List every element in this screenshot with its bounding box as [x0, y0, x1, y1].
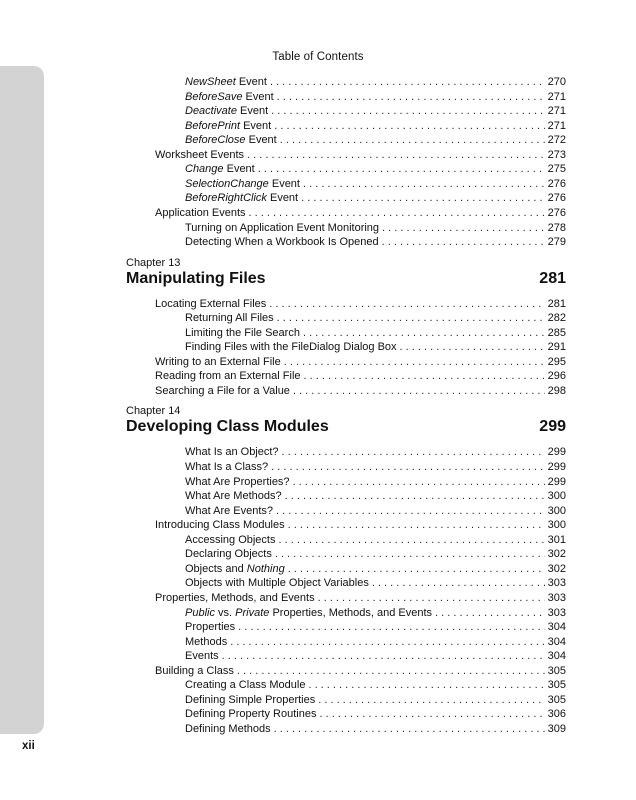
- toc-entry-title: [185, 708, 319, 720]
- toc-entry-title: [155, 519, 288, 531]
- running-head: Table of Contents: [272, 51, 364, 63]
- toc-entry-title: [185, 446, 282, 458]
- toc-entry[interactable]: [185, 120, 566, 134]
- leader-dots: [293, 476, 545, 488]
- leader-dots: [435, 607, 545, 619]
- title-text: Defining Simple Properties: [185, 693, 316, 706]
- leader-dots: [288, 519, 545, 531]
- toc-entry[interactable]: [185, 76, 566, 90]
- toc-entry-page: 300: [547, 504, 566, 517]
- emphasis-text: BeforeRightClick: [185, 192, 267, 205]
- title-text: Event: [236, 105, 269, 118]
- toc-entry-title: [185, 548, 275, 560]
- leader-dots: [318, 694, 544, 706]
- emphasis-text: NewSheet: [185, 76, 236, 88]
- toc-entry-page: 305: [547, 693, 566, 706]
- toc-entry-title: [185, 723, 274, 735]
- title-text: Defining Methods: [185, 722, 271, 735]
- toc-entry-title: [185, 694, 318, 706]
- toc-entry-page: 276: [547, 177, 566, 190]
- title-text: Turning on Application Event Monitoring: [185, 221, 380, 234]
- title-text: Events: [185, 650, 219, 663]
- leader-dots: [284, 356, 545, 368]
- leader-dots: [247, 149, 545, 161]
- page-side-tab: [0, 66, 44, 734]
- toc-entry-title: [155, 385, 293, 397]
- toc-entry-title: [185, 105, 271, 117]
- chapter-page: 281: [539, 269, 566, 287]
- leader-dots: [288, 563, 545, 575]
- toc-entry-page: 304: [547, 635, 566, 648]
- toc-entry-page: 302: [547, 548, 566, 561]
- toc-entry-title: [185, 476, 293, 488]
- toc-entry-page: 272: [547, 134, 566, 147]
- toc-entry[interactable]: [185, 679, 566, 693]
- emphasis-text: Public: [185, 606, 215, 619]
- toc-entry-title: [185, 163, 258, 175]
- toc-entry-page: 285: [547, 326, 566, 339]
- emphasis-text: Nothing: [246, 562, 285, 575]
- title-text: Writing to an External File: [155, 355, 281, 368]
- toc-entry[interactable]: [185, 327, 566, 341]
- title-text: Event: [223, 163, 255, 176]
- toc-entry[interactable]: [155, 519, 566, 533]
- toc-entry-title: [185, 461, 271, 473]
- title-text: Limiting the File Search: [185, 326, 300, 339]
- toc-entry[interactable]: [185, 134, 566, 148]
- title-text: Locating External Files: [155, 297, 267, 310]
- toc-entry-title: [185, 563, 288, 575]
- title-text: Accessing Objects: [185, 533, 276, 546]
- toc-entry-page: 276: [547, 206, 566, 219]
- toc-entry[interactable]: [155, 356, 566, 370]
- leader-dots: [303, 178, 545, 190]
- leader-dots: [282, 446, 545, 458]
- toc-entry-page: 304: [547, 621, 566, 634]
- toc-entry-page: 298: [547, 384, 566, 397]
- toc-entry-page: 270: [547, 76, 566, 88]
- toc-entry-title: [155, 356, 284, 368]
- toc-entry[interactable]: [155, 385, 566, 399]
- toc-entry-page: 282: [547, 312, 566, 325]
- emphasis-text: Deactivate: [185, 105, 237, 118]
- title-text: What Are Methods?: [185, 490, 282, 503]
- title-text: vs.: [214, 606, 236, 619]
- toc-entry-page: 303: [547, 606, 566, 619]
- toc-entry-title: [185, 134, 280, 146]
- toc-entry-title: [185, 178, 303, 190]
- toc-entry[interactable]: [185, 91, 566, 105]
- toc-entry[interactable]: [155, 298, 566, 312]
- title-text: Searching a File for a Value: [155, 384, 290, 397]
- toc-entry[interactable]: [185, 461, 566, 475]
- toc-entry[interactable]: [185, 708, 566, 722]
- title-text: Reading from an External File: [155, 370, 301, 383]
- toc-entry-title: [185, 120, 274, 132]
- toc-entry[interactable]: [155, 592, 566, 606]
- toc-entry-title: [185, 327, 303, 339]
- toc-entry[interactable]: [155, 207, 566, 221]
- leader-dots: [319, 708, 544, 720]
- toc-entry[interactable]: [185, 178, 566, 192]
- leader-dots: [280, 134, 545, 146]
- toc-entry-page: 301: [547, 533, 566, 546]
- leader-dots: [304, 370, 545, 382]
- title-text: Defining Property Routines: [185, 708, 317, 721]
- toc-entry-page: 302: [547, 562, 566, 575]
- toc-entry[interactable]: [185, 577, 566, 591]
- leader-dots: [301, 192, 545, 204]
- leader-dots: [271, 105, 544, 117]
- leader-dots: [270, 76, 545, 88]
- toc-entry-page: 299: [547, 461, 566, 473]
- chapter-label: Chapter 13: [126, 256, 181, 269]
- toc-entry[interactable]: [185, 490, 566, 504]
- toc-entry[interactable]: [155, 665, 566, 679]
- toc-entry-page: 275: [547, 163, 566, 176]
- title-text: Objects and: [185, 562, 247, 575]
- leader-dots: [274, 120, 544, 132]
- title-text: Building a Class: [155, 664, 234, 677]
- leader-dots: [382, 236, 545, 248]
- leader-dots: [249, 207, 545, 219]
- emphasis-text: SelectionChange: [185, 177, 269, 190]
- toc-entry[interactable]: [185, 163, 566, 177]
- title-text: Event: [240, 119, 272, 132]
- toc-entry-page: 309: [547, 722, 566, 735]
- toc-entry-page: 271: [547, 105, 566, 118]
- toc-entry[interactable]: [185, 636, 566, 650]
- toc-entry-title: [185, 679, 308, 691]
- toc-entry[interactable]: [185, 650, 566, 664]
- title-text: Properties: [185, 621, 236, 634]
- toc-entry-page: 291: [547, 341, 566, 354]
- toc-entry-title: [155, 298, 269, 310]
- page-number: xii: [22, 740, 35, 752]
- toc-entry[interactable]: [155, 370, 566, 384]
- leader-dots: [318, 592, 545, 604]
- toc-entry[interactable]: [185, 236, 566, 250]
- emphasis-text: BeforeClose: [185, 134, 246, 147]
- leader-dots: [278, 534, 544, 546]
- toc-entry-page: 279: [547, 236, 566, 249]
- toc-entry-title: [185, 577, 372, 589]
- toc-entry-page: 305: [547, 679, 566, 692]
- toc-entry[interactable]: [185, 607, 566, 621]
- title-text: Returning All Files: [185, 312, 274, 325]
- title-text: Event: [266, 192, 299, 205]
- leader-dots: [400, 341, 545, 353]
- toc-entry-title: [155, 149, 247, 161]
- leader-dots: [271, 461, 545, 473]
- chapter-page: 299: [539, 418, 566, 436]
- title-text: What Is a Class?: [185, 461, 269, 473]
- chapter-title: Manipulating Files: [126, 269, 266, 287]
- leader-dots: [277, 91, 545, 103]
- title-text: Finding Files with the FileDialog Dialog Box: [185, 341, 397, 354]
- toc-entry-page: 276: [547, 192, 566, 205]
- toc-entry-title: [155, 207, 249, 219]
- title-text: What Are Events?: [185, 504, 274, 517]
- toc-entry[interactable]: [185, 534, 566, 548]
- toc-entry-title: [185, 636, 230, 648]
- toc-entry-page: 271: [547, 90, 566, 103]
- toc-entry-title: [185, 621, 238, 633]
- title-text: Properties, Methods, and Events: [155, 591, 315, 604]
- toc-entry-page: 304: [547, 650, 566, 663]
- toc-entry-title: [185, 312, 277, 324]
- chapter-label: Chapter 14: [126, 405, 181, 418]
- toc-entry-title: [185, 505, 276, 517]
- chapter-heading[interactable]: [126, 270, 566, 288]
- toc-entry-title: [185, 222, 382, 234]
- title-text: Introducing Class Modules: [155, 519, 285, 532]
- leader-dots: [303, 327, 545, 339]
- toc-entry-title: [185, 341, 400, 353]
- toc-entry[interactable]: [185, 192, 566, 206]
- emphasis-text: Change: [185, 163, 224, 176]
- toc-entry-page: 296: [547, 370, 566, 383]
- title-text: What Are Properties?: [185, 475, 290, 488]
- toc-entry-title: [185, 650, 222, 662]
- leader-dots: [293, 385, 545, 397]
- toc-entry[interactable]: [155, 149, 566, 163]
- toc-entry[interactable]: [185, 222, 566, 236]
- toc-entry-title: [185, 490, 285, 502]
- toc-entry-title: [185, 607, 435, 619]
- title-text: Methods: [185, 635, 228, 648]
- leader-dots: [372, 577, 545, 589]
- leader-dots: [274, 723, 545, 735]
- toc-entry-page: 303: [547, 591, 566, 604]
- title-text: Application Events: [155, 206, 246, 219]
- toc-entry[interactable]: [185, 723, 566, 737]
- title-text: Creating a Class Module: [185, 679, 306, 692]
- toc-entry-title: [185, 76, 270, 88]
- title-text: Detecting When a Workbook Is Opened: [185, 236, 379, 249]
- chapter-heading[interactable]: [126, 418, 566, 436]
- toc-entry[interactable]: [185, 105, 566, 119]
- toc-entry[interactable]: [185, 621, 566, 635]
- toc-entry-page: 299: [547, 475, 566, 488]
- toc-entry-title: [155, 370, 304, 382]
- toc-entry-title: [185, 236, 382, 248]
- leader-dots: [238, 621, 545, 633]
- title-text: Event: [268, 177, 300, 190]
- emphasis-text: BeforePrint: [185, 119, 241, 132]
- leader-dots: [222, 650, 545, 662]
- toc-entry-title: [185, 534, 278, 546]
- toc-entry-page: 300: [547, 519, 566, 532]
- title-text: Declaring Objects: [185, 548, 272, 561]
- leader-dots: [275, 548, 545, 560]
- title-text: Properties, Methods, and Events: [269, 606, 433, 619]
- toc-entry-page: 278: [547, 221, 566, 234]
- toc-entry-page: 305: [547, 664, 566, 677]
- toc-entry-title: [185, 192, 301, 204]
- title-text: Objects with Multiple Object Variables: [185, 577, 369, 590]
- toc-entry[interactable]: [185, 312, 566, 326]
- leader-dots: [277, 312, 545, 324]
- toc-entry-page: 303: [547, 577, 566, 590]
- toc-entry-title: [185, 91, 277, 103]
- leader-dots: [276, 505, 545, 517]
- toc-entry[interactable]: [185, 694, 566, 708]
- title-text: Event: [245, 134, 277, 147]
- title-text: Event: [242, 90, 274, 103]
- toc-entry[interactable]: [185, 341, 566, 355]
- chapter-title: Developing Class Modules: [126, 418, 329, 436]
- toc-entry-page: 281: [547, 297, 566, 310]
- toc-entry[interactable]: [185, 505, 566, 519]
- leader-dots: [308, 679, 544, 691]
- toc-entry-title: [155, 665, 237, 677]
- leader-dots: [230, 636, 544, 648]
- toc-entry-page: 271: [547, 119, 566, 132]
- leader-dots: [269, 298, 544, 310]
- leader-dots: [237, 665, 545, 677]
- toc-entry-title: [155, 592, 318, 604]
- toc-entry-page: 306: [547, 708, 566, 721]
- emphasis-text: Private: [235, 606, 270, 619]
- toc-entry-page: 300: [547, 490, 566, 503]
- leader-dots: [285, 490, 545, 502]
- title-text: What Is an Object?: [185, 446, 279, 459]
- emphasis-text: BeforeSave: [185, 90, 243, 103]
- leader-dots: [382, 222, 545, 234]
- title-text: Event: [235, 76, 267, 88]
- toc-entry[interactable]: [185, 446, 566, 460]
- toc-entry[interactable]: [185, 476, 566, 490]
- title-text: Worksheet Events: [155, 148, 245, 161]
- toc-entry-page: 299: [547, 446, 566, 459]
- toc-entry-page: 295: [547, 355, 566, 368]
- leader-dots: [258, 163, 545, 175]
- toc-entry[interactable]: [185, 548, 566, 562]
- toc-entry[interactable]: [185, 563, 566, 577]
- toc-entry-page: 273: [547, 148, 566, 161]
